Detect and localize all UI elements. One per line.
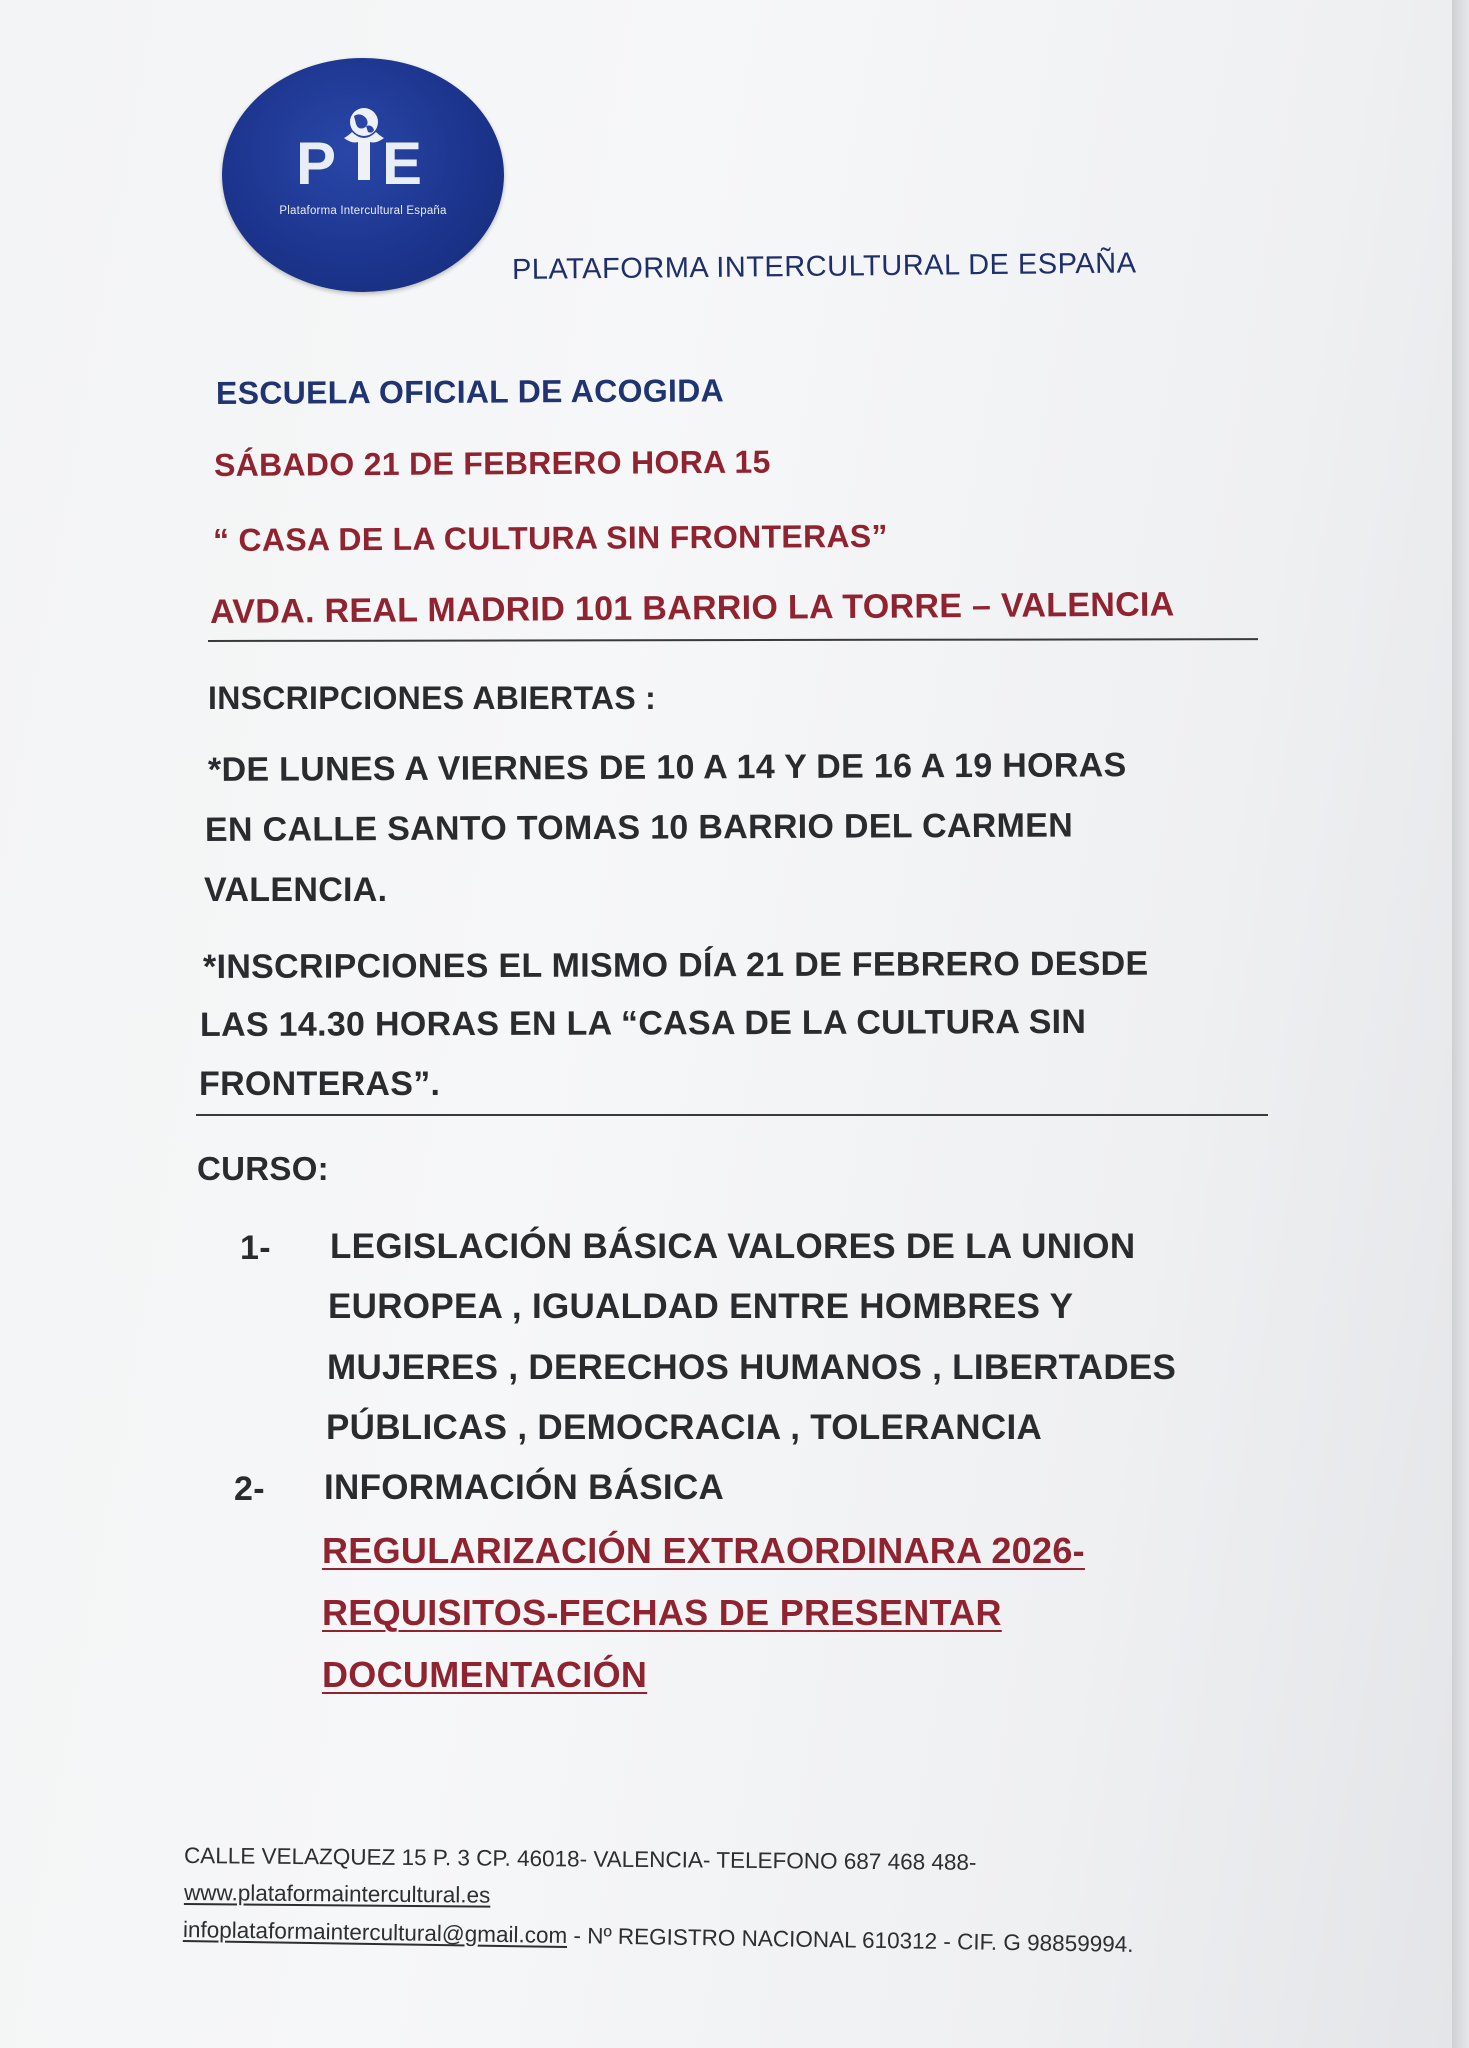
organization-name: PLATAFORMA INTERCULTURAL DE ESPAÑA: [511, 247, 1137, 286]
registration-line: *INSCRIPCIONES EL MISMO DÍA 21 DE FEBRERO DESDE: [202, 944, 1149, 986]
event-venue: “ CASA DE LA CULTURA SIN FRONTERAS”: [212, 517, 888, 558]
registration-line: LAS 14.30 HORAS EN LA “CASA DE LA CULTURA SIN: [199, 1002, 1087, 1044]
footer-address: CALLE VELAZQUEZ 15 P. 3 CP. 46018- VALENCIA- TELEFONO 687 468 488-: [183, 1843, 977, 1875]
course-item-number: 2-: [234, 1470, 265, 1508]
regularization-highlight: REGULARIZACIÓN EXTRAORDINARA 2026-: [322, 1530, 1085, 1571]
footer-email-row: [183, 1917, 1134, 1958]
email-link[interactable]: infoplataformaintercultural@gmail.com: [182, 1917, 568, 1949]
school-title: ESCUELA OFICIAL DE ACOGIDA: [215, 372, 725, 411]
course-item-line: EUROPEA , IGUALDAD ENTRE HOMBRES Y: [328, 1287, 1074, 1326]
globe-figure-icon: [294, 102, 434, 202]
registration-line: FRONTERAS”.: [199, 1065, 441, 1103]
divider-bottom: [196, 1114, 1268, 1116]
registration-line: EN CALLE SANTO TOMAS 10 BARRIO DEL CARMEN: [204, 806, 1074, 849]
registration-line: *DE LUNES A VIERNES DE 10 A 14 Y DE 16 A 19 HORAS: [207, 746, 1127, 789]
regularization-highlight: REQUISITOS-FECHAS DE PRESENTAR: [322, 1592, 1002, 1633]
registration-heading: INSCRIPCIONES ABIERTAS :: [208, 680, 657, 716]
svg-text:E: E: [382, 130, 423, 197]
course-item-number: 1-: [240, 1229, 271, 1267]
page-edge: [1452, 0, 1469, 2048]
course-item-line: MUJERES , DERECHOS HUMANOS , LIBERTADES: [327, 1348, 1177, 1387]
logo-subtitle: Plataforma Intercultural España: [279, 205, 447, 217]
footer-website-row: [184, 1880, 491, 1909]
registration-line: VALENCIA.: [204, 871, 388, 909]
website-link[interactable]: www.plataformaintercultural.es: [183, 1880, 491, 1908]
course-heading: CURSO:: [197, 1150, 329, 1187]
regularization-highlight: DOCUMENTACIÓN: [322, 1654, 648, 1695]
course-item-line: PÚBLICAS , DEMOCRACIA , TOLERANCIA: [326, 1408, 1043, 1447]
svg-text:P: P: [296, 130, 337, 197]
pie-logo: [222, 58, 504, 292]
footer-registry: - Nº REGISTRO NACIONAL 610312 - CIF. G 98859994.: [567, 1923, 1134, 1957]
divider-top: [208, 638, 1258, 642]
course-item-line: LEGISLACIÓN BÁSICA VALORES DE LA UNION: [330, 1227, 1136, 1266]
event-date: SÁBADO 21 DE FEBRERO HORA 15: [213, 443, 771, 483]
event-address: AVDA. REAL MADRID 101 BARRIO LA TORRE – VALENCIA: [209, 585, 1175, 631]
course-item-line: INFORMACIÓN BÁSICA: [324, 1468, 725, 1507]
